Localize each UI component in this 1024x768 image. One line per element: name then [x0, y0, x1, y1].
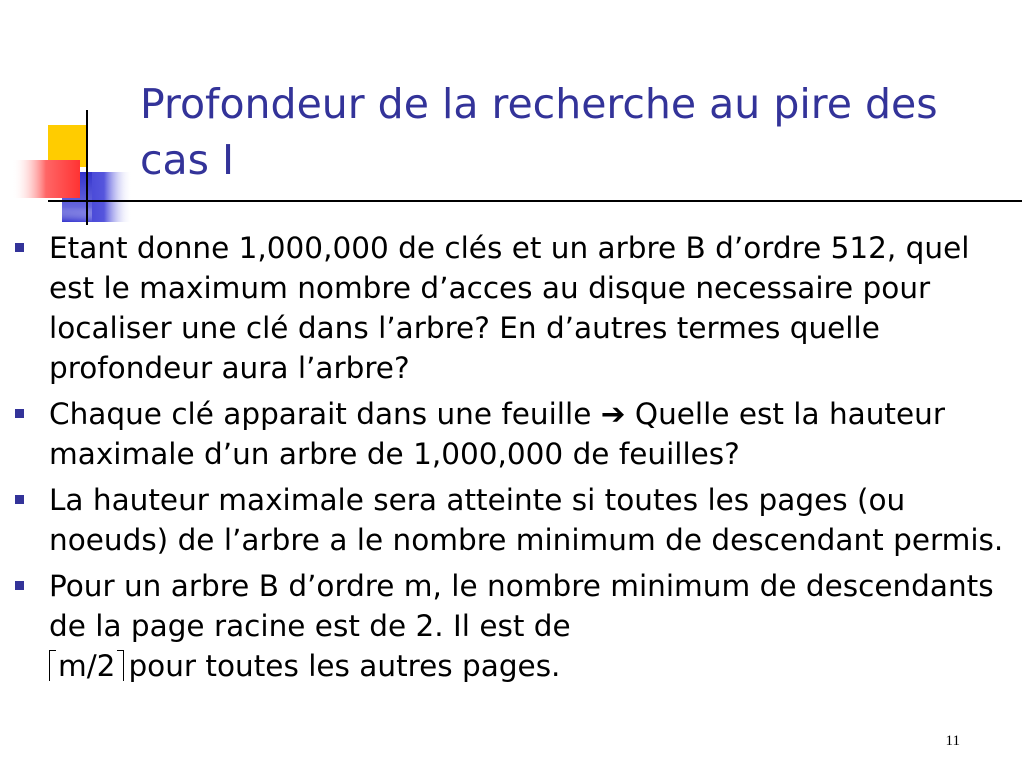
ceiling-left-icon [49, 650, 56, 681]
bullet-text-after: pour toutes les autres pages. [128, 649, 561, 683]
title-divider [100, 200, 1022, 202]
square-bullet-icon [15, 495, 24, 504]
bullet-text-before: Chaque clé apparait dans une feuille [49, 397, 592, 431]
right-arrow-icon: ➔ [600, 397, 626, 431]
ceiling-right-icon [117, 650, 124, 681]
square-bullet-icon [15, 243, 24, 252]
square-bullet-icon [15, 581, 24, 590]
bullet-item [12, 566, 1012, 686]
bullet-list [12, 228, 1012, 692]
ceiling-content: m/2 [58, 649, 116, 683]
page-number: 11 [945, 733, 960, 749]
bullet-item [12, 480, 1012, 560]
template-logo-icon [0, 0, 150, 240]
slide-title: Profondeur de la recherche au pire des cas I [140, 80, 938, 184]
bullet-text-after: Quelle est la hauteur maximale d’un arbre de 1,000,000 de feuilles? [49, 397, 945, 471]
bullet-text: Etant donne 1,000,000 de clés et un arbre B d’ordre 512, quel est le maximum nombre d’acces au disque necessaire pour localiser une clé dans l’arbre? En d’autres termes quelle profondeur aura l’arbre? [49, 231, 970, 385]
bullet-item [12, 394, 1012, 474]
bullet-item [12, 228, 1012, 388]
bullet-text-before: Pour un arbre B d’ordre m, le nombre minimum de descendants de la page racine est de 2. Il est de [49, 569, 994, 643]
bullet-text: La hauteur maximale sera atteinte si toutes les pages (ou noeuds) de l’arbre a le nombre minimum de descendant permis. [49, 483, 1004, 557]
square-bullet-icon [15, 409, 24, 418]
